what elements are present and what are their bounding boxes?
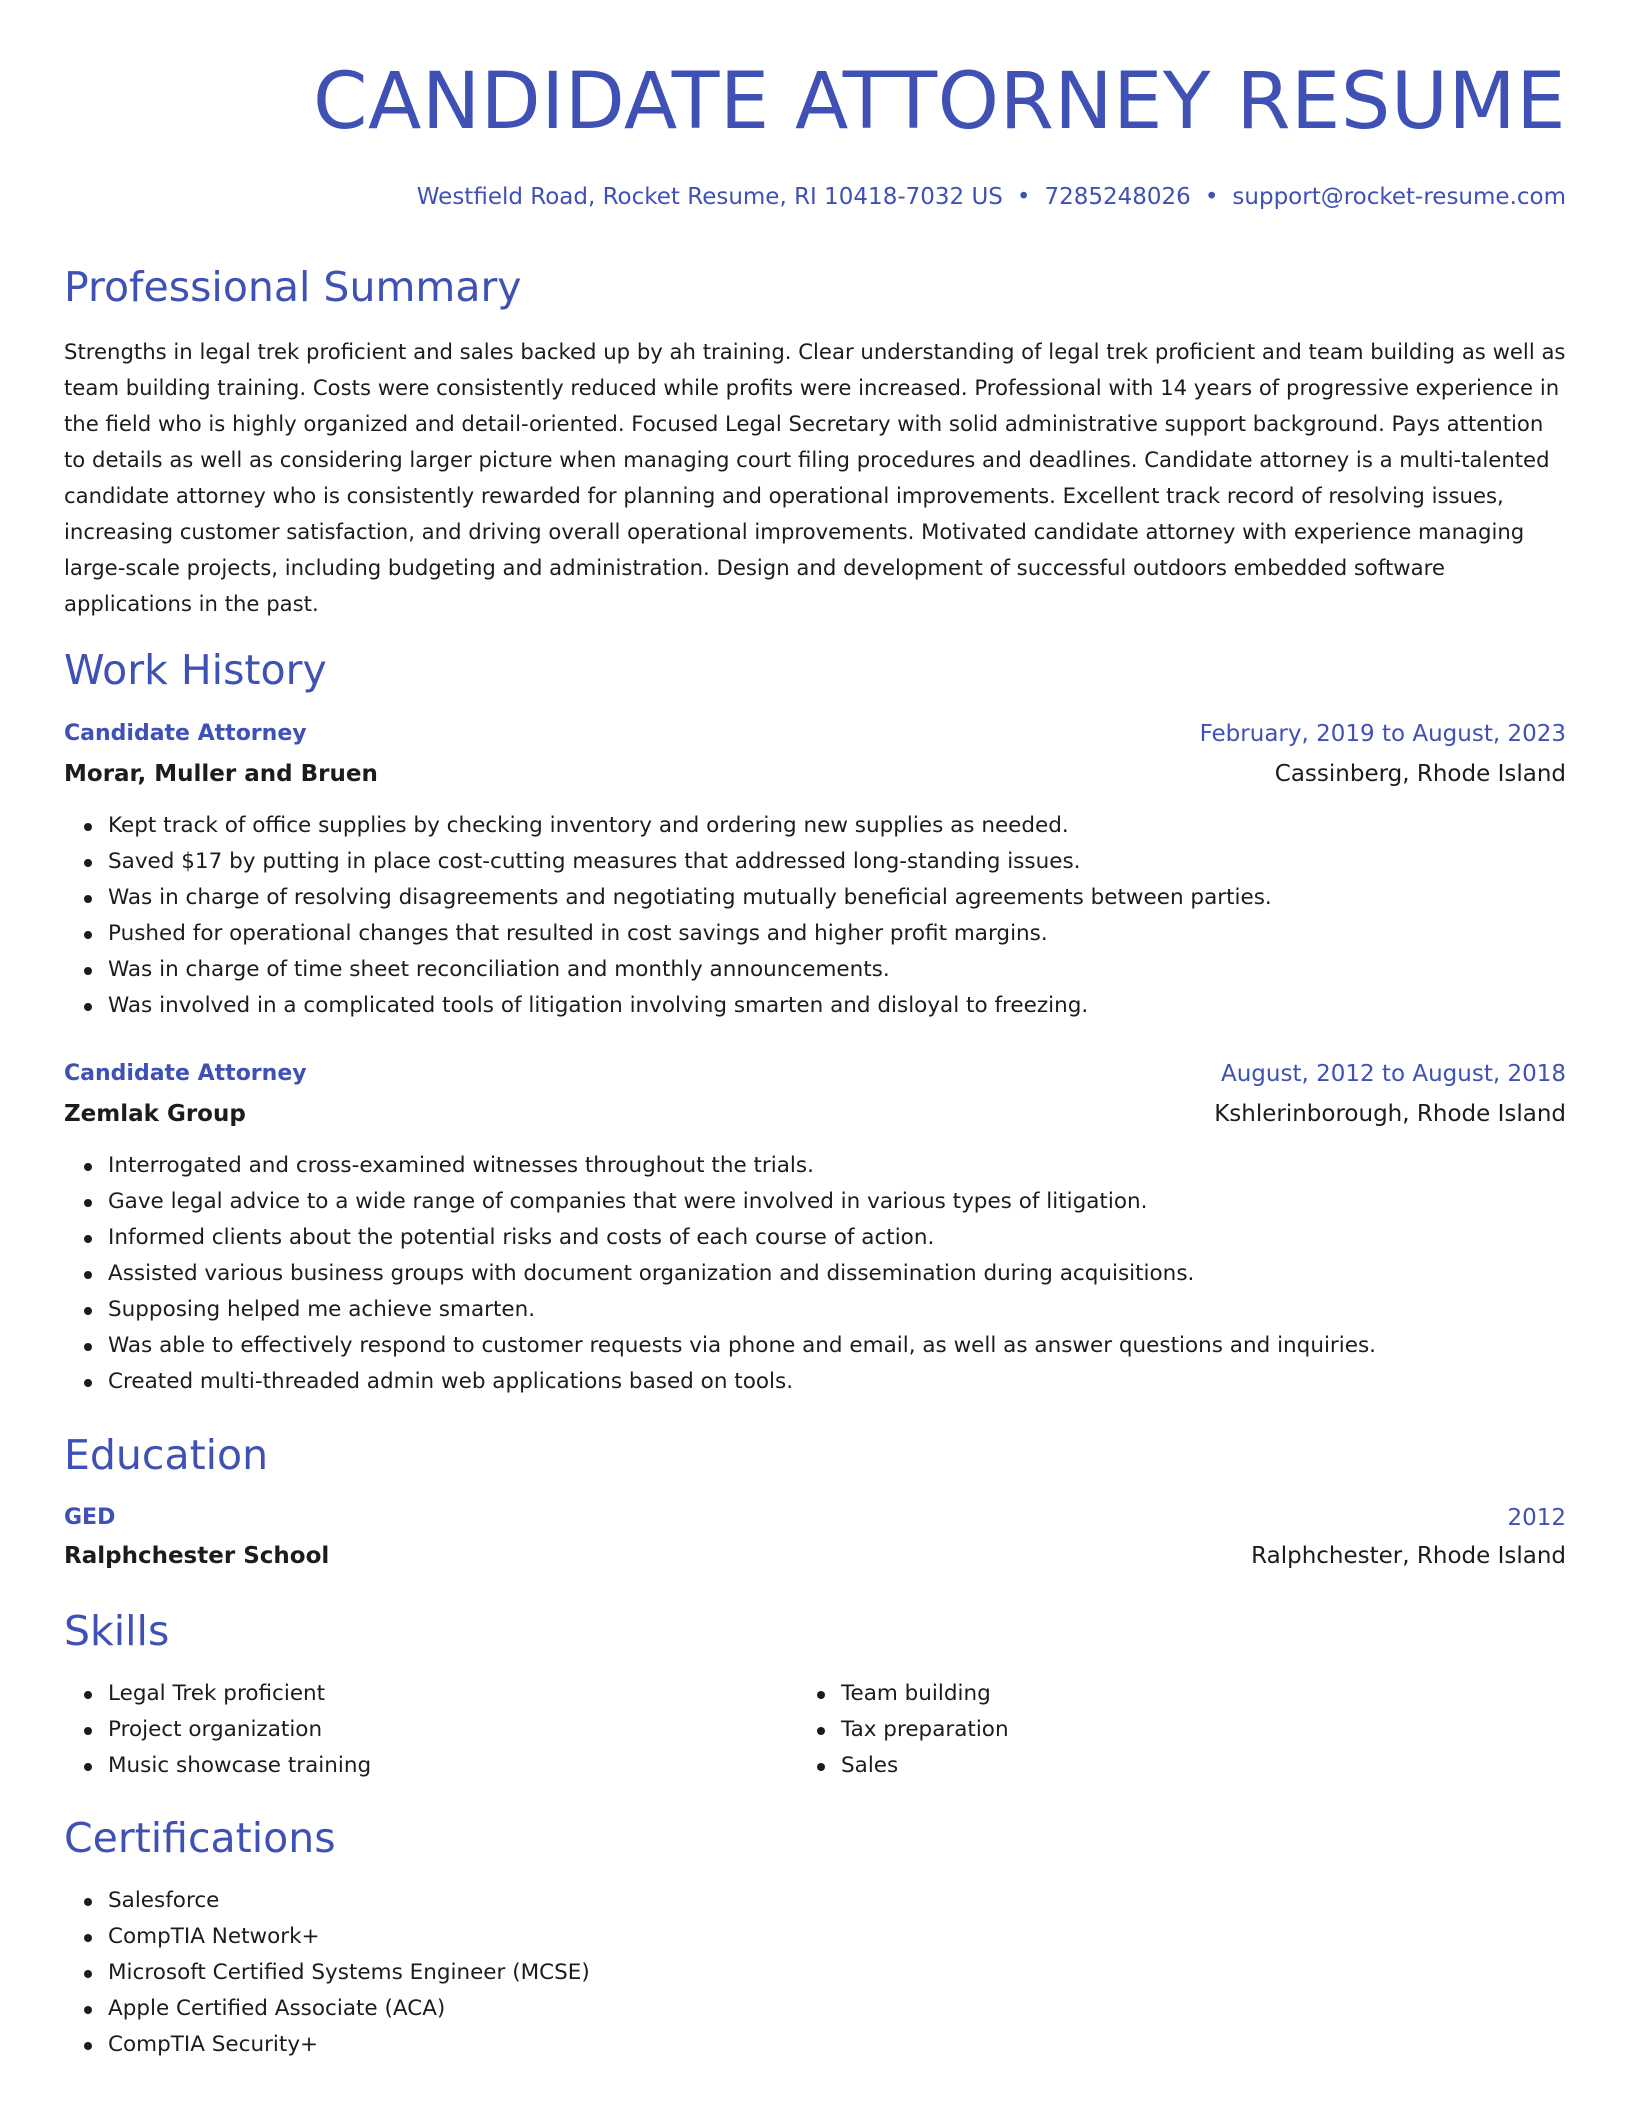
list-item: Informed clients about the potential risks and costs of each course of action. [108, 1220, 1376, 1256]
list-item: Was in charge of time sheet reconciliation and monthly announcements. [108, 952, 1272, 988]
list-item: Project organization [108, 1712, 371, 1748]
list-item: Music showcase training [108, 1748, 371, 1784]
contact-separator: • [1016, 184, 1031, 210]
section-title-work-history: Work History [64, 646, 327, 694]
list-item: Interrogated and cross-examined witnesses throughout the trials. [108, 1148, 1376, 1184]
contact-line [417, 180, 1566, 214]
job-header [64, 1056, 1566, 1092]
section-title-education: Education [64, 1431, 269, 1479]
list-item: Was involved in a complicated tools of litigation involving smarten and disloyal to freezing. [108, 988, 1272, 1024]
job-title: Candidate Attorney [64, 721, 307, 746]
job-title: Candidate Attorney [64, 1061, 307, 1086]
list-item: Was able to effectively respond to customer requests via phone and email, as well as answer questions and inquiries. [108, 1328, 1376, 1364]
job-duties-list [64, 1148, 1376, 1400]
list-item: Sales [841, 1748, 1009, 1784]
job-location: Cassinberg, Rhode Island [1274, 761, 1566, 787]
education-school-row [64, 1538, 1566, 1574]
certifications-list [64, 1883, 590, 2063]
section-title-summary: Professional Summary [64, 263, 522, 311]
list-item: Pushed for operational changes that resulted in cost savings and higher profit margins. [108, 916, 1272, 952]
education-year: 2012 [1507, 1505, 1566, 1531]
education-location: Ralphchester, Rhode Island [1251, 1543, 1566, 1569]
list-item: Assisted various business groups with document organization and dissemination during acquisitions. [108, 1256, 1376, 1292]
job-employer-row [64, 1096, 1566, 1132]
skills-list-right [797, 1676, 1009, 1784]
contact-email[interactable]: support@rocket-resume.com [1232, 184, 1566, 210]
list-item: Team building [841, 1676, 1009, 1712]
list-item: Microsoft Certified Systems Engineer (MCSE) [108, 1955, 590, 1991]
list-item: Tax preparation [841, 1712, 1009, 1748]
job-dates: February, 2019 to August, 2023 [1199, 721, 1566, 747]
skills-list-left [64, 1676, 371, 1784]
list-item: CompTIA Network+ [108, 1919, 590, 1955]
job-duties-list [64, 808, 1272, 1024]
section-title-certifications: Certifications [64, 1814, 336, 1862]
list-item: Kept track of office supplies by checking inventory and ordering new supplies as needed. [108, 808, 1272, 844]
contact-separator: • [1204, 184, 1219, 210]
list-item: Was in charge of resolving disagreements and negotiating mutually beneficial agreements between parties. [108, 880, 1272, 916]
list-item: Apple Certified Associate (ACA) [108, 1991, 590, 2027]
job-header [64, 716, 1566, 752]
resume-title: CANDIDATE ATTORNEY RESUME [313, 57, 1566, 147]
list-item: CompTIA Security+ [108, 2027, 590, 2063]
job-employer-row [64, 756, 1566, 792]
contact-phone: 7285248026 [1044, 184, 1191, 210]
education-header [64, 1500, 1566, 1536]
list-item: Saved $17 by putting in place cost-cutting measures that addressed long-standing issues. [108, 844, 1272, 880]
education-school: Ralphchester School [64, 1543, 330, 1569]
section-title-skills: Skills [64, 1607, 170, 1655]
job-dates: August, 2012 to August, 2018 [1221, 1061, 1566, 1087]
job-company: Zemlak Group [64, 1101, 246, 1127]
job-company: Morar, Muller and Bruen [64, 761, 378, 787]
contact-address: Westfield Road, Rocket Resume, RI 10418-7032 US [416, 184, 1003, 210]
list-item: Salesforce [108, 1883, 590, 1919]
list-item: Legal Trek proficient [108, 1676, 371, 1712]
list-item: Supposing helped me achieve smarten. [108, 1292, 1376, 1328]
summary-text: Strengths in legal trek proficient and sales backed up by ah training. Clear understanding of legal trek proficient and team building as well as team building training. Costs were consistently reduced while profits were increased. Professional with 14 years of progressive experience in the field who is highly organized and detail-oriented. Focused Legal Secretary with solid administrative support background. Pays attention to details as well as considering larger picture when managing court filing procedures and deadlines. Candidate attorney is a multi-talented candidate attorney who is consistently rewarded for planning and operational improvements. Excellent track record of resolving issues, increasing customer satisfaction, and driving overall operational improvements. Motivated candidate attorney with experience managing large-scale projects, including budgeting and administration. Design and development of successful outdoors embedded software applications in the past. [64, 339, 1566, 616]
list-item: Created multi-threaded admin web applications based on tools. [108, 1364, 1376, 1400]
education-degree: GED [64, 1505, 116, 1530]
job-location: Kshlerinborough, Rhode Island [1214, 1101, 1566, 1127]
list-item: Gave legal advice to a wide range of companies that were involved in various types of litigation. [108, 1184, 1376, 1220]
